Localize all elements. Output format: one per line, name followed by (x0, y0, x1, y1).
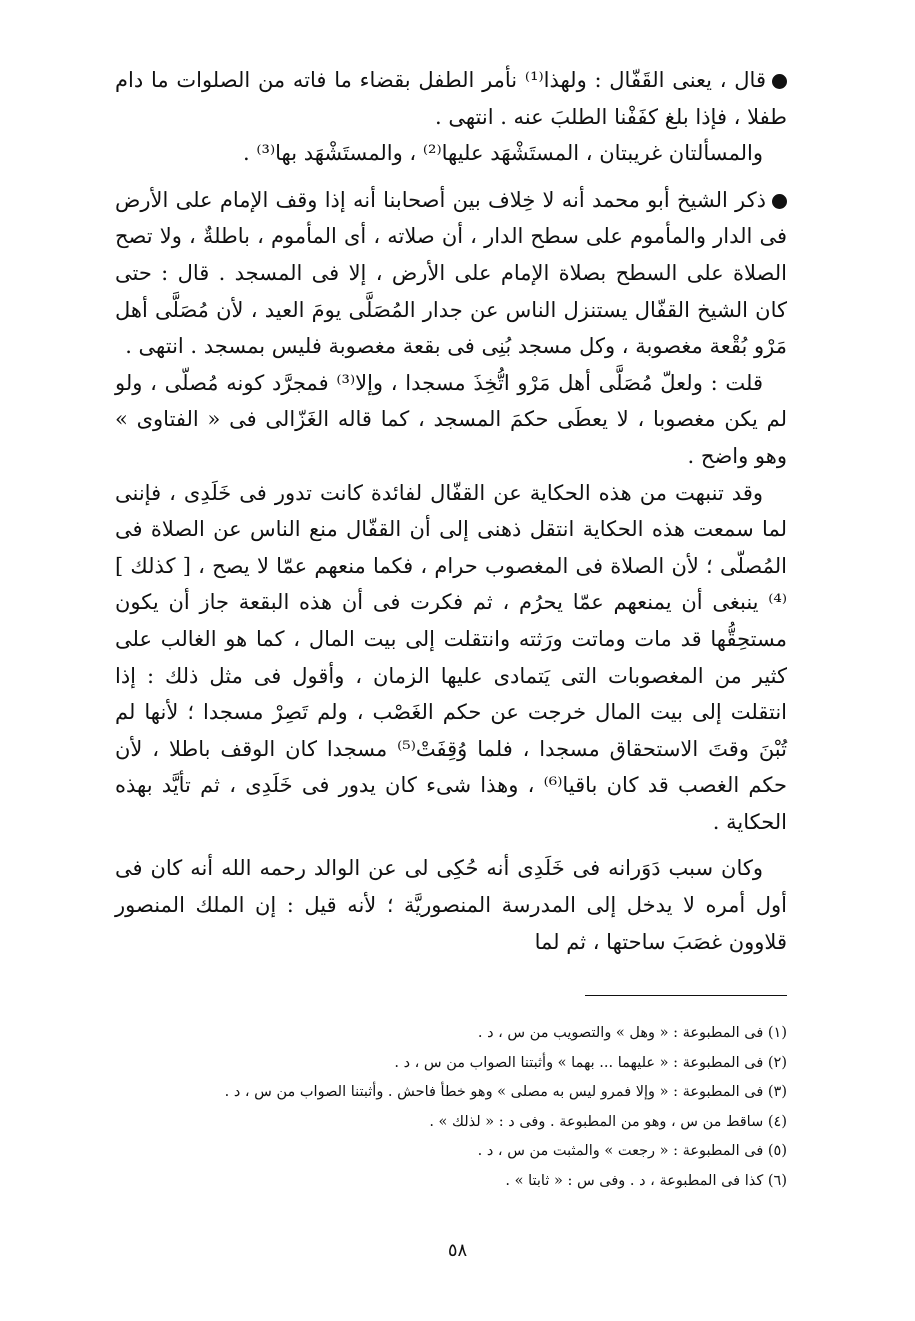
footnote-6: (٦) كذا فى المطبوعة ، د . وفى س : « ثابتا » . (505, 1172, 787, 1189)
footnote-1: (١) فى المطبوعة : « وهل » والتصويب من س ، د . (477, 1025, 787, 1041)
paragraph-text: قلت : ولعلّ مُصَلَّى أهل مَرْو اتُّخِذَ مسجدا ، وإلا⁽³⁾ فمجرَّد كونه مُصلّى ، ولو لم يكن مغصوبا ، لا يعطَى حكمَ المسجد ، كما قاله الغَزّالى فى « الفتاوى » وهو واضح . (115, 370, 787, 468)
bullet-marker (772, 74, 787, 89)
bullet-marker (772, 194, 787, 209)
paragraph-two-questions (115, 135, 787, 172)
footnote-3: (٣) فى المطبوعة : « وإلا فمرو ليس به مصلى » وهو خطأ فاحش . وأثبتنا الصواب من س ، د . (224, 1084, 787, 1101)
paragraph-text: وقد تنبهت من هذه الحكاية عن القفّال لفائدة كانت تدور فى خَلَدِى ، فإننى لما سمعت هذه الحكاية انتقل ذهنى إلى أن القفّال منع الناس عن الصلاة فى المُصلّى ؛ لأن الصلاة فى المغصوب حرام ، فكما منعهم عمّا لا يصح ، [ كذلك ]⁽⁴⁾ ينبغى أن يمنعهم عمّا يحرُم ، ثم فكرت فى أن هذه البقعة جاز أن يكون مستحِقُّها قد مات وماتت ورَثته وانتقلت إلى بيت المال ، كما هو الغالب على كثير من المغصوبات التى يَتمادى عليها الزمان ، وأقول فى مثل ذلك : إذا انتقلت إلى بيت المال خرجت عن حكم الغَصْب ، ولم تَصِرْ مسجدا ؛ لأنها لم تُبْنَ وقتَ الاستحقاق مسجدا ، فلما وُقِفَتْ⁽⁵⁾ مسجدا كان الوقف باطلا ، لأن حكم الغصب قد كان باقيا⁽⁶⁾ ، وهذا شىء كان يدور فى خَلَدِى ، ثم تأيَّد بهذه الحكاية . (115, 480, 787, 834)
footnote-5: (٥) فى المطبوعة : « رجعت » والمثبت من س ، د . (477, 1143, 787, 1160)
footnote-divider (585, 995, 787, 996)
paragraph-abu-muhammad (115, 182, 787, 365)
footnote-4: (٤) ساقط من س ، وهو من المطبوعة . وفى د : « لذلك » . (429, 1113, 787, 1130)
paragraph-dawaran (115, 850, 787, 960)
footnote-2: (٢) فى المطبوعة : « عليهما ... بهما » وأثبتنا الصواب من س ، د . (394, 1054, 787, 1071)
paragraph-qultu (115, 365, 787, 475)
paragraph-text: ذكر الشيخ أبو محمد أنه لا خِلاف بين أصحابنا أنه إذا وقف الإمام على الأرض فى الدار والمأموم على سطح الدار ، أن صلاته ، أى المأموم ، باطلةٌ ، ولا تصح الصلاة على السطح بصلاة الإمام على الأرض ، إلا فى المسجد . قال : حتى كان الشيخ القفّال يستنزل الناس عن جدار المُصَلَّى يومَ العيد ، لأن مُصَلَّى أهل مَرْو بُقْعة مغصوبة ، وكل مسجد بُنِى فى بقعة مغصوبة فليس بمسجد . انتهى . (115, 187, 787, 359)
footnotes (115, 1019, 787, 1197)
paragraph-text: قال ، يعنى القَفّال : ولهذا⁽¹⁾ نأمر الطفل بقضاء ما فاته من الصلوات ما دام طفلا ، فإذا بلغ كفَفْنا الطلبَ عنه . انتهى . (115, 68, 787, 129)
paragraph-text: وكان سبب دَوَرانه فى خَلَدِى أنه حُكِى لى عن الوالد رحمه الله أنه كان فى أول أمره لا يدخل إلى المدرسة المنصوريَّة ؛ لأنه قيل : إن الملك المنصور قلاوون غصَبَ ساحتها ، ثم لما (115, 856, 787, 954)
paragraph-tanabbahtu (115, 475, 787, 841)
paragraph-qaffal-quote (115, 62, 787, 135)
page-number: ٥٨ (447, 1240, 468, 1261)
main-text (115, 62, 787, 960)
paragraph-text: والمسألتان غريبتان ، المستَشْهَد عليها⁽²⁾ ، والمستَشْهَد بها⁽³⁾ . (243, 141, 763, 166)
